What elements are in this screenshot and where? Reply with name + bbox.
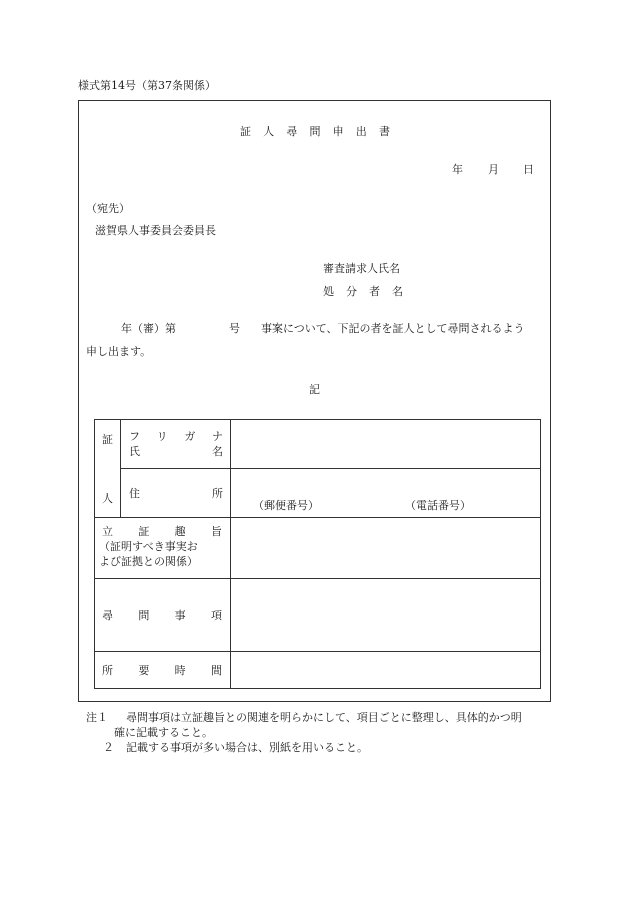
time-label-cell xyxy=(95,652,231,689)
respondent-name-label xyxy=(323,286,403,297)
title-char: 人 xyxy=(263,125,275,138)
respondent-char: 者 xyxy=(369,285,380,298)
note2-label: ２ xyxy=(103,741,114,754)
purpose-label-cell xyxy=(95,518,231,579)
title-char: 問 xyxy=(309,125,321,138)
body-rest: 事案について、下記の者を証人として尋問されるよう xyxy=(261,322,525,335)
title-char: 尋 xyxy=(286,125,298,138)
time-input-cell[interactable] xyxy=(231,652,541,689)
ki-mark: 記 xyxy=(309,383,320,396)
respondent-char: 分 xyxy=(346,285,357,298)
addressee-label: （宛先） xyxy=(86,202,130,215)
body-year-part: 年（審）第 xyxy=(121,322,176,335)
purpose-note-line1: （証明すべき事実お xyxy=(99,540,198,553)
furigana-name-label-cell xyxy=(121,420,231,469)
address-label-cell xyxy=(121,469,231,518)
respondent-char: 処 xyxy=(323,285,334,298)
furigana-label: フ リ ガ ナ xyxy=(129,430,223,443)
purpose-note-line2: よび証拠との関係） xyxy=(99,555,198,568)
questions-label-cell xyxy=(95,579,231,652)
witness-label-bottom: 人 xyxy=(102,492,113,505)
note1-line2: 確に記載すること。 xyxy=(114,726,213,739)
title-char: 申 xyxy=(332,125,344,138)
note1-label: 注１ xyxy=(86,711,108,724)
title-char: 証 xyxy=(240,125,251,138)
address-label: 住 所 xyxy=(129,487,223,500)
date-day: 日 xyxy=(523,163,534,176)
purpose-input-cell[interactable] xyxy=(231,518,541,579)
questions-label: 尋 問 事 項 xyxy=(102,609,222,622)
date-year: 年 xyxy=(452,163,463,176)
phone-number-label: （電話番号） xyxy=(405,499,471,512)
form-number: 様式第14号（第37条関係） xyxy=(78,79,216,92)
respondent-char: 名 xyxy=(392,285,403,298)
witness-label-top: 証 xyxy=(102,433,113,446)
date-month: 月 xyxy=(488,163,499,176)
form-title xyxy=(240,126,390,137)
questions-input-cell[interactable] xyxy=(231,579,541,652)
note2-text: 記載する事項が多い場合は、別紙を用いること。 xyxy=(126,741,368,754)
purpose-label: 立 証 趣 旨 xyxy=(102,525,222,538)
witness-label-cell xyxy=(95,420,121,518)
addressee-name: 滋賀県人事委員会委員長 xyxy=(95,224,216,237)
title-char: 書 xyxy=(378,125,390,138)
body-number-part: 号 xyxy=(229,322,240,335)
note1-line1: 尋問事項は立証趣旨との関連を明らかにして、項目ごとに整理し、具体的かつ明 xyxy=(126,711,522,724)
body-line2: 申し出ます。 xyxy=(86,345,152,358)
address-input-cell[interactable] xyxy=(231,469,541,518)
time-label: 所 要 時 間 xyxy=(102,664,222,677)
postal-code-label: （郵便番号） xyxy=(253,499,319,512)
name-input-cell[interactable] xyxy=(231,420,541,469)
name-label: 氏 名 xyxy=(129,445,223,458)
title-char: 出 xyxy=(355,125,367,138)
requester-name-label: 審査請求人氏名 xyxy=(323,262,400,275)
witness-table xyxy=(94,419,541,689)
